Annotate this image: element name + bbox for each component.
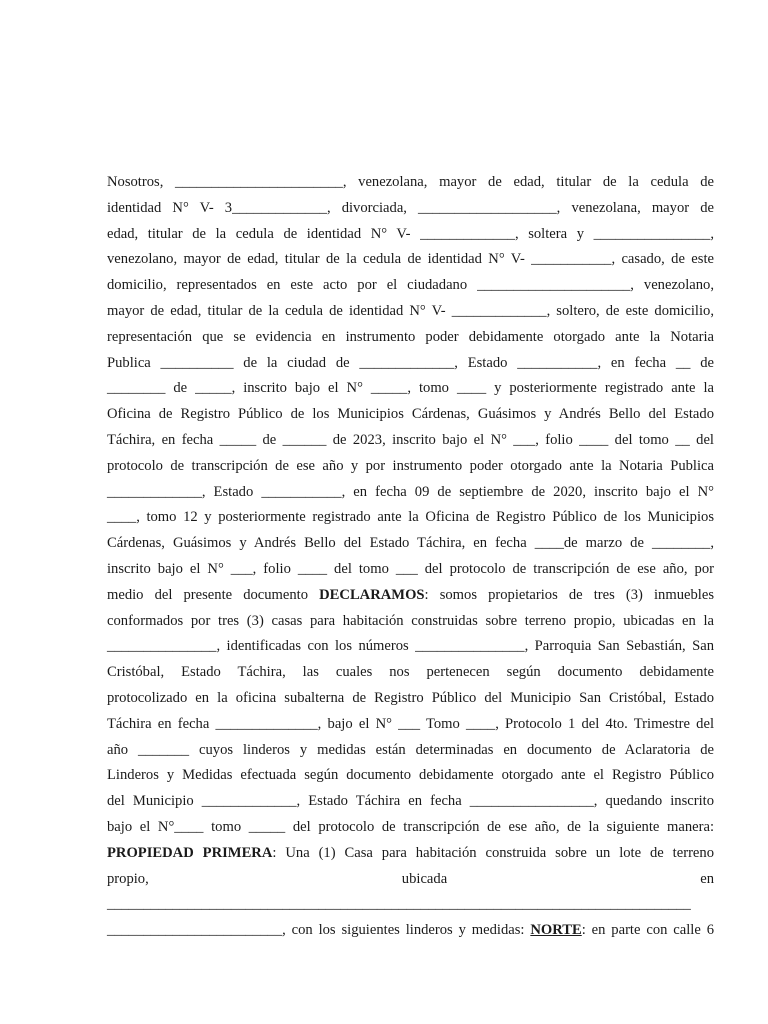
text-line: Nosotros, _______________________, venezolana, mayor de edad, titular de la cedula de — [107, 174, 714, 190]
text-segment: : en parte con calle 6 — [581, 922, 714, 939]
text-line: protocolo de transcripción de ese año y por instrumento poder otorgado ante la Notaria Publica — [107, 457, 714, 474]
text-segment: : Una (1) Casa para habitación construida sobre un lote de terreno — [272, 844, 714, 861]
text-segment: ________________________, con los siguientes linderos y medidas: — [107, 922, 531, 939]
text-line-norte — [107, 918, 714, 944]
text-line: _______________, identificadas con los números _______________, Parroquia San Sebastián, San — [107, 638, 714, 655]
declaramos-keyword: DECLARAMOS — [319, 586, 425, 603]
text-line: propio, ubicada en — [107, 870, 714, 887]
text-line: Cárdenas, Guásimos y Andrés Bello del Estado Táchira, en fecha ____de marzo de ________, — [107, 535, 714, 552]
text-line: conformados por tres (3) casas para habitación construidas sobre terreno propio, ubicadas en la — [107, 612, 714, 629]
text-line: Cristóbal, Estado Táchira, las cuales nos pertenecen según documento debidamente — [107, 664, 714, 681]
text-segment: medio del presente documento — [107, 586, 320, 603]
propiedad-primera-heading: PROPIEDAD PRIMERA — [107, 844, 273, 861]
text-line: Táchira, en fecha _____ de ______ de 2023, inscrito bajo el N° ___, folio ____ del tomo __ del — [107, 431, 714, 448]
norte-keyword: NORTE — [530, 922, 582, 939]
document-body — [107, 170, 714, 944]
text-line: inscrito bajo el N° ___, folio ____ del tomo ___ del protocolo de transcripción de ese año, por — [107, 560, 714, 577]
text-line: protocolizado en la oficina subalterna de Registro Público del Municipio San Cristóbal, Estado — [107, 689, 714, 706]
text-line: año _______ cuyos linderos y medidas están determinadas en documento de Aclaratoria de — [107, 741, 714, 758]
text-line: ________ de _____, inscrito bajo el N° _____, tomo ____ y posteriormente registrado ante la — [107, 380, 714, 397]
text-segment: : somos propietarios de tres (3) inmuebles — [424, 586, 714, 603]
text-line: ____, tomo 12 y posteriormente registrado ante la Oficina de Registro Público de los Municipios — [107, 509, 714, 526]
text-line: domicilio, representados en este acto por el ciudadano _____________________, venezolano, — [107, 277, 714, 294]
text-line: venezolano, mayor de edad, titular de la cedula de identidad N° V- ___________, casado, de este — [107, 251, 714, 268]
text-line: Publica __________ de la ciudad de _____________, Estado ___________, en fecha __ de — [107, 354, 714, 371]
text-line-declaramos — [107, 583, 714, 609]
text-line: bajo el N°____ tomo _____ del protocolo de transcripción de ese año, de la siguiente manera: — [107, 818, 714, 835]
text-line: edad, titular de la cedula de identidad N° V- _____________, soltera y ________________, — [107, 225, 714, 242]
text-line: del Municipio _____________, Estado Táchira en fecha _________________, quedando inscrito — [107, 793, 714, 810]
text-line: identidad N° V- 3_____________, divorciada, ___________________, venezolana, mayor de — [107, 199, 714, 216]
text-line: Oficina de Registro Público de los Municipios Cárdenas, Guásimos y Andrés Bello del Estado — [107, 406, 714, 423]
text-line: mayor de edad, titular de la cedula de identidad N° V- _____________, soltero, de este domicilio, — [107, 302, 714, 319]
text-line: representación que se evidencia en instrumento poder debidamente otorgado ante la Notaria — [107, 328, 714, 345]
text-line: _____________, Estado ___________, en fecha 09 de septiembre de 2020, inscrito bajo el N° — [107, 483, 714, 500]
blank-line: ________________________________________________________________________________ — [107, 896, 691, 913]
text-line: Táchira en fecha ______________, bajo el N° ___ Tomo ____, Protocolo 1 del 4to. Trimestre del — [107, 715, 714, 732]
text-line-propiedad-primera — [107, 841, 714, 867]
text-line: Linderos y Medidas efectuada según documento debidamente otorgado ante el Registro Público — [107, 767, 714, 784]
